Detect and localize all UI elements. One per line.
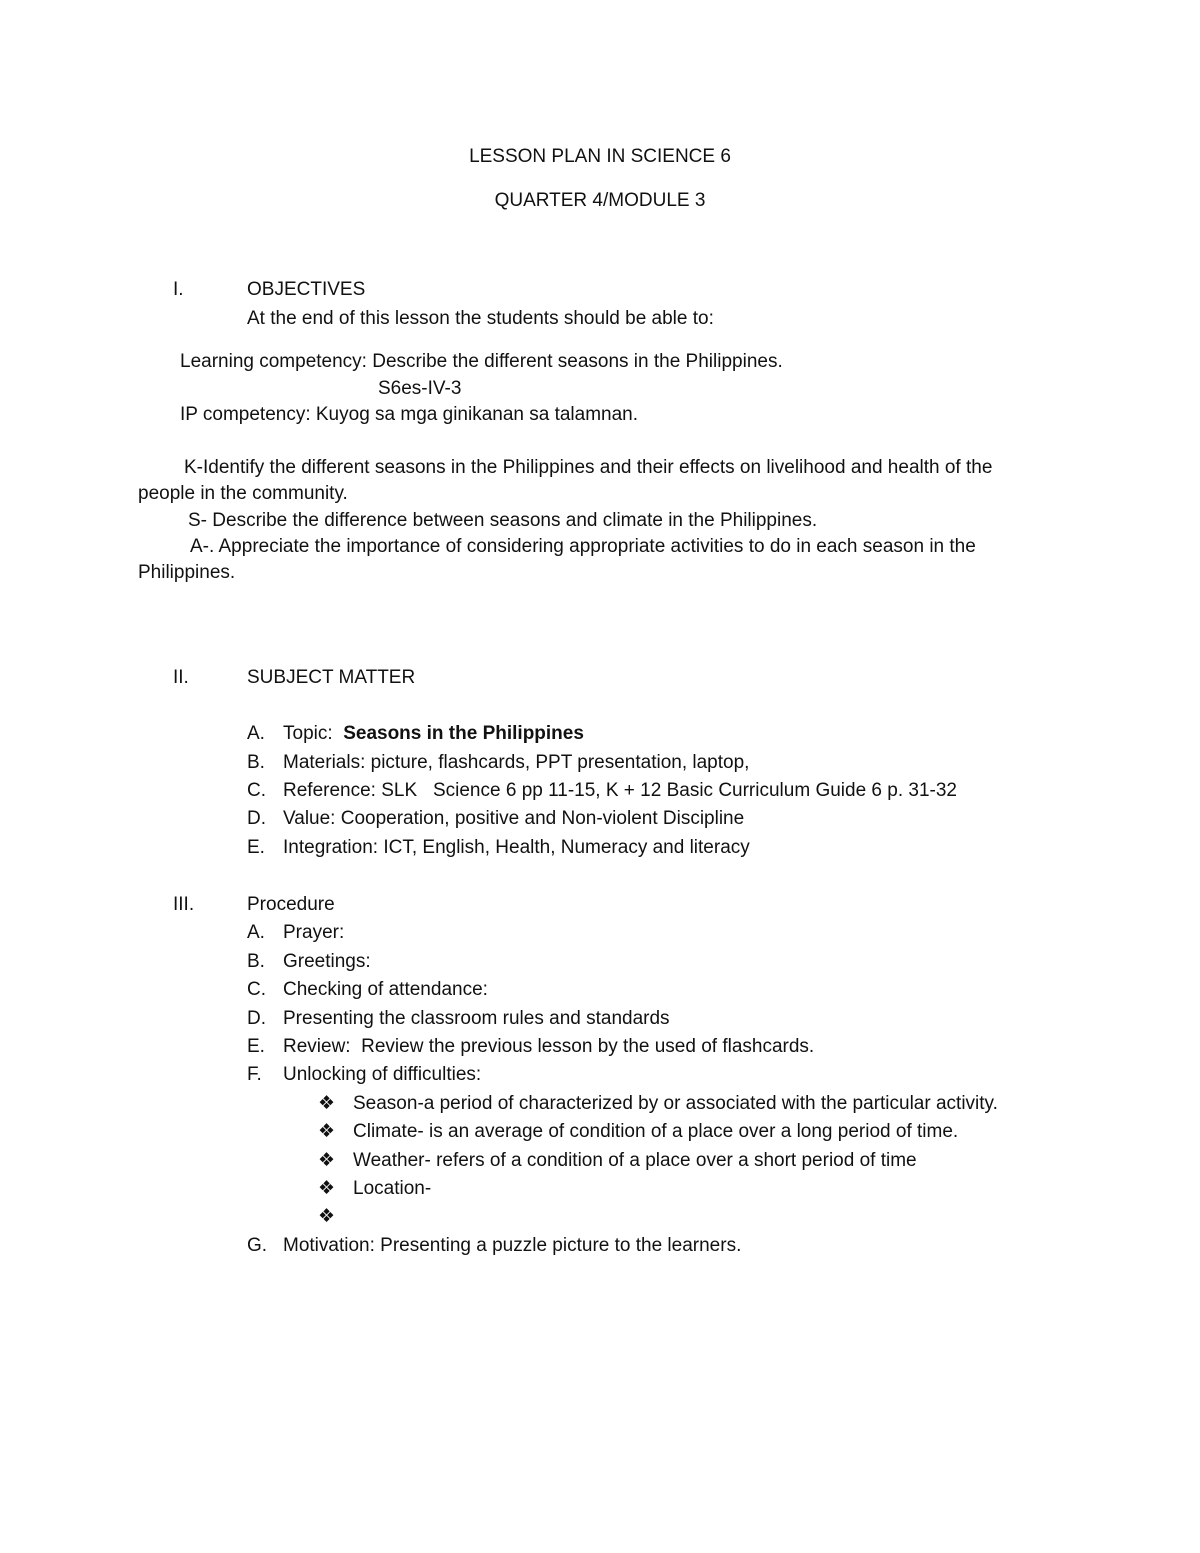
definition-bullet bbox=[318, 1178, 340, 1200]
subject-item-letter: C. bbox=[247, 780, 266, 801]
procedure-item-letter: G. bbox=[247, 1235, 268, 1256]
procedure-item-review: Review: Review the previous lesson by the used of flashcards. bbox=[283, 1036, 815, 1057]
definition-location: Location- bbox=[353, 1178, 432, 1199]
subject-item-materials: Materials: picture, flashcards, PPT presentation, laptop, bbox=[283, 752, 750, 773]
subject-item-letter: E. bbox=[247, 837, 265, 858]
procedure-item-attendance: Checking of attendance: bbox=[283, 979, 488, 1000]
topic-label: Topic: bbox=[283, 723, 344, 744]
subject-matter-numeral: II. bbox=[173, 667, 189, 688]
learning-competency: Learning competency: Describe the different seasons in the Philippines. bbox=[180, 351, 783, 372]
definition-climate: Climate- is an average of condition of a place over a long period of time. bbox=[353, 1121, 959, 1142]
knowledge-objective-line2: people in the community. bbox=[138, 483, 348, 504]
diamond-bullet-icon: ❖ bbox=[318, 1093, 336, 1114]
procedure-item-letter: C. bbox=[247, 979, 266, 1000]
procedure-item-letter: E. bbox=[247, 1036, 265, 1057]
objectives-intro: At the end of this lesson the students should be able to: bbox=[247, 308, 714, 329]
procedure-item-letter: F. bbox=[247, 1064, 262, 1085]
subject-item-letter: B. bbox=[247, 752, 265, 773]
procedure-item-rules: Presenting the classroom rules and standards bbox=[283, 1008, 670, 1029]
definition-bullet bbox=[318, 1121, 340, 1143]
objectives-numeral: I. bbox=[173, 279, 184, 300]
topic-value: Seasons in the Philippines bbox=[343, 723, 584, 744]
definition-bullet bbox=[318, 1150, 340, 1172]
subject-item-reference: Reference: SLK Science 6 pp 11-15, K + 12 Basic Curriculum Guide 6 p. 31-32 bbox=[283, 780, 957, 801]
diamond-bullet-icon: ❖ bbox=[318, 1178, 336, 1199]
knowledge-objective-line1: K-Identify the different seasons in the Philippines and their effects on livelihood and health of the bbox=[184, 457, 993, 478]
procedure-item-unlocking: Unlocking of difficulties: bbox=[283, 1064, 482, 1085]
procedure-item-greetings: Greetings: bbox=[283, 951, 371, 972]
subject-item-value: Value: Cooperation, positive and Non-violent Discipline bbox=[283, 808, 745, 829]
subject-item-topic bbox=[283, 723, 584, 745]
definition-weather: Weather- refers of a condition of a place over a short period of time bbox=[353, 1150, 917, 1171]
procedure-numeral: III. bbox=[173, 894, 195, 915]
attitude-objective-line1: A-. Appreciate the importance of considering appropriate activities to do in each season in the bbox=[190, 536, 976, 557]
competency-code: S6es-IV-3 bbox=[378, 378, 462, 399]
subject-item-letter: A. bbox=[247, 723, 265, 744]
definition-bullet bbox=[318, 1206, 340, 1228]
procedure-item-letter: D. bbox=[247, 1008, 266, 1029]
subject-item-letter: D. bbox=[247, 808, 266, 829]
procedure-item-letter: B. bbox=[247, 951, 265, 972]
diamond-bullet-icon: ❖ bbox=[318, 1206, 336, 1227]
procedure-item-letter: A. bbox=[247, 922, 265, 943]
document-title: LESSON PLAN IN SCIENCE 6 bbox=[469, 146, 731, 167]
diamond-bullet-icon: ❖ bbox=[318, 1150, 336, 1171]
procedure-heading: Procedure bbox=[247, 894, 335, 915]
diamond-bullet-icon: ❖ bbox=[318, 1121, 336, 1142]
skill-objective: S- Describe the difference between seasons and climate in the Philippines. bbox=[188, 510, 818, 531]
document-subtitle: QUARTER 4/MODULE 3 bbox=[494, 190, 706, 211]
definition-bullet bbox=[318, 1093, 340, 1115]
subject-item-integration: Integration: ICT, English, Health, Numeracy and literacy bbox=[283, 837, 750, 858]
procedure-item-prayer: Prayer: bbox=[283, 922, 345, 943]
procedure-item-motivation: Motivation: Presenting a puzzle picture to the learners. bbox=[283, 1235, 742, 1256]
definition-season: Season-a period of characterized by or associated with the particular activity. bbox=[353, 1093, 998, 1114]
attitude-objective-line2: Philippines. bbox=[138, 562, 236, 583]
objectives-heading: OBJECTIVES bbox=[247, 279, 366, 300]
ip-competency: IP competency: Kuyog sa mga ginikanan sa talamnan. bbox=[180, 404, 639, 425]
subject-matter-heading: SUBJECT MATTER bbox=[247, 667, 416, 688]
